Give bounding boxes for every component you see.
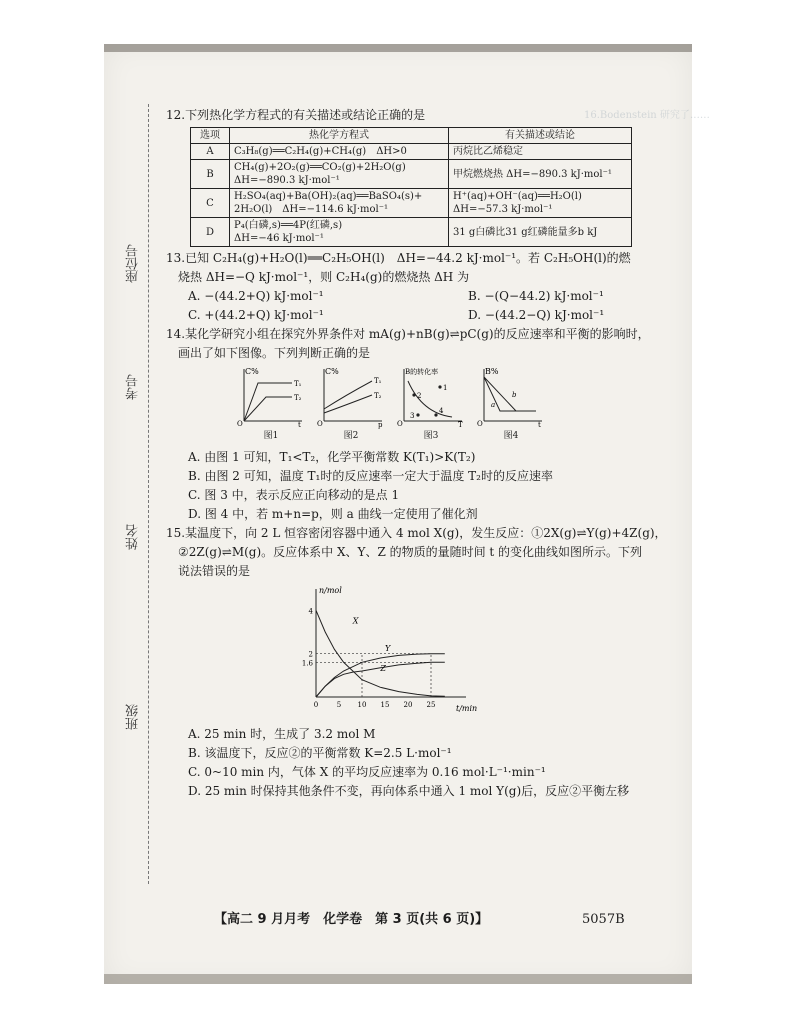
x-tick-label: 0 (313, 701, 319, 709)
fig2-xlabel: p (378, 421, 383, 429)
q15-option-d: D. 25 min 时保持其他条件不变，再向体系中通入 1 mol Y(g)后，反应②平衡左移 (188, 784, 630, 798)
q12-row-option: D (191, 218, 230, 247)
q13-option-c: C. +(44.2+Q) kJ·mol⁻¹ (188, 308, 324, 322)
q13-option-d: D. −(44.2−Q) kJ·mol⁻¹ (468, 308, 605, 322)
q12-eq-line: C₃H₈(g)══C₂H₄(g)+CH₄(g) ΔH>0 (234, 146, 407, 157)
fig1-origin: O (237, 420, 243, 428)
fig2-curve-t2-label: T₂ (374, 392, 382, 400)
paper-bottom-edge (104, 974, 692, 984)
q12-row-equation (230, 144, 449, 160)
point-1-label: 1 (443, 384, 448, 392)
point-2 (412, 393, 415, 396)
point-3 (416, 413, 419, 416)
class-label: 班级 (126, 704, 141, 730)
fig3-ylabel: B的转化率 (405, 368, 439, 376)
curve-b-label: b (512, 391, 517, 399)
series-line-y (316, 654, 445, 697)
q12-row-conclusion: 31 g白磷比31 g红磷能量多b kJ (449, 218, 632, 247)
q12-eq-line: ΔH=−46 kJ·mol⁻¹ (234, 233, 324, 244)
x-tick-label: 5 (336, 701, 342, 709)
seat-label: 座位号 (126, 244, 141, 283)
q14-figure-4-plot (476, 365, 546, 427)
x-tick-label: 10 (357, 701, 367, 709)
q12-row-equation (230, 189, 449, 218)
fig4-xlabel: t (538, 421, 541, 429)
page-footer: 【高二 9 月月考 化学卷 第 3 页(共 6 页)】 (214, 912, 489, 927)
x-tick-label: 25 (426, 701, 436, 709)
q12-header-option: 选项 (191, 128, 230, 144)
table-row (191, 160, 632, 189)
point-2-label: 2 (417, 392, 422, 400)
x-axis-label: t/min (456, 704, 478, 713)
fig2-caption: 图2 (343, 431, 359, 441)
y-tick-label: 1.6 (301, 659, 313, 668)
curve-a-label: a (491, 401, 496, 409)
q12-stem: 12.下列热化学方程式的有关描述或结论正确的是 (166, 108, 426, 122)
q12-row-conclusion: 甲烷燃烧热 ΔH=−890.3 kJ·mol⁻¹ (449, 160, 632, 189)
point-3-label: 3 (410, 412, 415, 420)
q12-row-option: C (191, 189, 230, 218)
q12-row-equation (230, 160, 449, 189)
curve-t1 (324, 381, 372, 409)
fig3-caption: 图3 (423, 431, 439, 441)
q12-header-equation: 热化学方程式 (230, 128, 449, 144)
fig4-ylabel: B% (485, 367, 499, 376)
q14-figures (166, 365, 686, 446)
exam-paper (104, 44, 710, 984)
q12-row-conclusion: 丙烷比乙烯稳定 (449, 144, 632, 160)
q14-figure-2 (316, 365, 386, 446)
q13-stem-line1: 13.已知 C₂H₄(g)+H₂O(l)══C₂H₅OH(l) ΔH=−44.2 kJ·mol⁻¹。若 C₂H₅OH(l)的燃 (166, 251, 631, 265)
binding-margin (104, 104, 164, 884)
q15-option-a: A. 25 min 时，生成了 3.2 mol M (188, 727, 376, 741)
x-tick-label: 15 (380, 701, 390, 709)
fig4-caption: 图4 (503, 431, 519, 441)
q14-figure-4 (476, 365, 546, 446)
q15-stem-line2: ②2Z(g)⇌M(g)。反应体系中 X、Y、Z 的物质的量随时间 t 的变化曲线如图所示。下列 (178, 545, 643, 559)
fig2-origin: O (317, 420, 323, 428)
fig2-curve-t1-label: T₁ (374, 377, 382, 385)
point-1 (438, 385, 441, 388)
table-row (191, 144, 632, 160)
q14-option-b: B. 由图 2 可知，温度 T₁时的反应速率一定大于温度 T₂时的反应速率 (188, 469, 553, 483)
q12-eq-line: H₂SO₄(aq)+Ba(OH)₂(aq)══BaSO₄(s)+ (234, 191, 423, 202)
fig1-ylabel: C% (245, 367, 259, 376)
paper-code: 5057B (582, 912, 625, 927)
q12-row-option: A (191, 144, 230, 160)
curve-t1 (244, 383, 292, 421)
series-label-y: Y (385, 644, 391, 654)
q14-option-d: D. 图 4 中，若 m+n=p，则 a 曲线一定使用了催化剂 (188, 507, 478, 521)
fig1-xlabel: t (298, 421, 301, 429)
q14-figure-3-plot (396, 365, 466, 427)
q15-stem-line1: 15.某温度下，向 2 L 恒容密闭容器中通入 4 mol X(g)，发生反应：①2X(g)⇌Y(g)+4Z(g)， (166, 526, 667, 540)
q12-eq-line: ΔH=−890.3 kJ·mol⁻¹ (234, 175, 340, 186)
series-line-x (316, 610, 445, 696)
q13-stem-line2: 烧热 ΔH=−Q kJ·mol⁻¹，则 C₂H₄(g)的燃烧热 ΔH 为 (178, 270, 470, 284)
q15-chart-svg (294, 585, 478, 717)
q12-eq-line: 2H₂O(l) ΔH=−114.6 kJ·mol⁻¹ (234, 204, 389, 215)
fig3-xlabel: T (458, 421, 463, 429)
series-label-z: Z (380, 664, 386, 673)
q15-option-c: C. 0~10 min 内，气体 X 的平均反应速率为 0.16 mol·L⁻¹·min⁻¹ (188, 765, 546, 779)
point-4-label: 4 (439, 407, 444, 415)
series-label-x: X (352, 616, 359, 626)
y-tick-label: 2 (308, 650, 313, 659)
fig2-ylabel: C% (325, 367, 339, 376)
q14-figure-2-plot (316, 365, 386, 427)
table-row (191, 218, 632, 247)
q14-option-c: C. 图 3 中，表示反应正向移动的是点 1 (188, 488, 400, 502)
q14-figure-1-plot (236, 365, 306, 427)
exam-number-label: 考号 (126, 374, 141, 400)
q13-option-a: A. −(44.2+Q) kJ·mol⁻¹ (188, 289, 324, 303)
paper-top-edge (104, 44, 692, 52)
x-tick-label: 20 (403, 701, 413, 709)
q15-axes (316, 589, 466, 697)
q15-option-b: B. 该温度下，反应②的平衡常数 K=2.5 L·mol⁻¹ (188, 746, 452, 760)
q12-eq-line: P₄(白磷,s)══4P(红磷,s) (234, 220, 343, 231)
fig1-caption: 图1 (263, 431, 279, 441)
q12-row-conclusion: H⁺(aq)+OH⁻(aq)══H₂O(l) ΔH=−57.3 kJ·mol⁻¹ (449, 189, 632, 218)
q12-header-conclusion: 有关描述或结论 (449, 128, 632, 144)
bleed-through-text: 16.Bodenstein 研究了…… (584, 110, 710, 121)
q14-figure-3 (396, 365, 466, 446)
y-axis-label: n/mol (319, 586, 342, 595)
fig3-origin: O (397, 420, 403, 428)
q13-options-row2 (166, 306, 686, 325)
fig1-curve-t1-label: T₁ (294, 380, 302, 388)
q12-eq-line: CH₄(g)+2O₂(g)══CO₂(g)+2H₂O(g) (234, 162, 406, 173)
point-4 (434, 413, 437, 416)
name-label: 姓名 (126, 524, 141, 550)
q14-figure-1 (236, 365, 306, 446)
q13-options-row1 (166, 287, 686, 306)
q12-table (190, 127, 632, 247)
q12-row-option: B (191, 160, 230, 189)
q15-labels (302, 586, 477, 713)
q15-stem-line3: 说法错误的是 (178, 564, 251, 578)
question-content (166, 106, 686, 801)
table-row (191, 189, 632, 218)
fig4-origin: O (477, 420, 483, 428)
binding-dashed-line (148, 104, 149, 884)
q12-row-equation (230, 218, 449, 247)
q14-stem-line1: 14.某化学研究小组在探究外界条件对 mA(g)+nB(g)⇌pC(g)的反应速率和平衡的影响时， (166, 327, 650, 341)
q13-option-b: B. −(Q−44.2) kJ·mol⁻¹ (468, 289, 604, 303)
q15-chart (294, 585, 686, 723)
q14-stem-line2: 画出了如下图像。下列判断正确的是 (178, 346, 371, 360)
q14-option-a: A. 由图 1 可知，T₁<T₂，化学平衡常数 K(T₁)>K(T₂) (188, 450, 476, 464)
fig1-curve-t2-label: T₂ (294, 394, 302, 402)
y-tick-label: 4 (308, 607, 313, 616)
